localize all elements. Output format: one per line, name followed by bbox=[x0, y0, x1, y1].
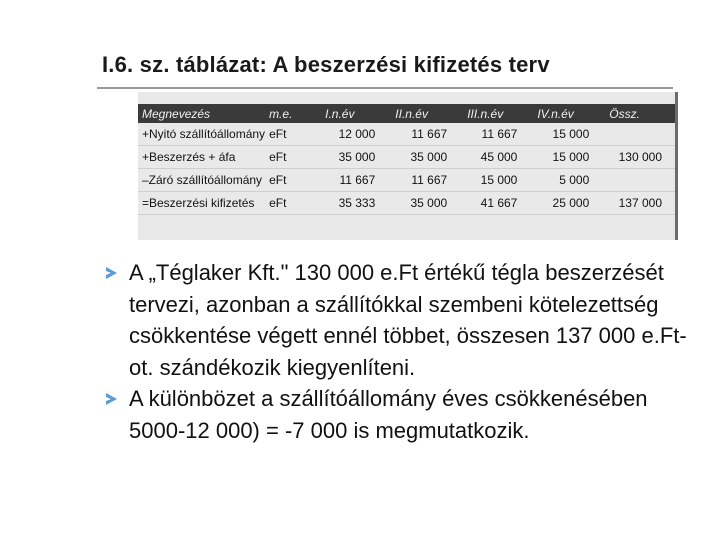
list-item bbox=[100, 383, 690, 446]
bullet-text: A „Téglaker Kft." 130 000 e.Ft értékű tégla beszerzését tervezi, azonban a szállítókkal szembeni kötelezettség csökkentése végett ennél többet, összesen 137 000 e.Ft-ot. szándékozik kiegyenlíteni. bbox=[129, 260, 687, 380]
table-cell: 15 000 bbox=[533, 123, 605, 146]
table-cell: 15 000 bbox=[463, 169, 533, 192]
table-row bbox=[138, 169, 678, 192]
column-header-q1: I.n.év bbox=[321, 104, 391, 123]
column-header-q4: IV.n.év bbox=[533, 104, 605, 123]
table-cell: 11 667 bbox=[391, 123, 463, 146]
table-cell: eFt bbox=[265, 169, 321, 192]
table-cell: eFt bbox=[265, 192, 321, 215]
table-cell: +Nyitó szállítóállomány bbox=[138, 123, 265, 146]
column-header-q3: III.n.év bbox=[463, 104, 533, 123]
table-header-row bbox=[138, 104, 678, 123]
table-cell: 25 000 bbox=[533, 192, 605, 215]
table-cell: 45 000 bbox=[463, 146, 533, 169]
list-item bbox=[100, 257, 690, 383]
bullet-text: A különbözet a szállítóállomány éves csökkenésében 5000-12 000) = -7 000 is megmutatkozik. bbox=[129, 386, 648, 443]
column-header-total: Össz. bbox=[605, 104, 678, 123]
table-cell: 11 667 bbox=[321, 169, 391, 192]
bullet-arrow-icon bbox=[106, 267, 117, 279]
title-divider bbox=[97, 87, 673, 89]
table-cell: 35 000 bbox=[391, 192, 463, 215]
payment-plan-table-image bbox=[138, 92, 678, 240]
table-cell bbox=[605, 123, 678, 146]
table-cell: eFt bbox=[265, 123, 321, 146]
table-cell: –Záró szállítóállomány bbox=[138, 169, 265, 192]
table-cell: 137 000 bbox=[605, 192, 678, 215]
bullet-arrow-icon bbox=[106, 393, 117, 405]
column-header-name: Megnevezés bbox=[138, 104, 265, 123]
table-cell: 11 667 bbox=[391, 169, 463, 192]
table-cell: 35 000 bbox=[391, 146, 463, 169]
table-cell: +Beszerzés + áfa bbox=[138, 146, 265, 169]
table-cell: =Beszerzési kifizetés bbox=[138, 192, 265, 215]
table-cell: 35 000 bbox=[321, 146, 391, 169]
table-cell: eFt bbox=[265, 146, 321, 169]
column-header-unit: m.e. bbox=[265, 104, 321, 123]
table-cell: 15 000 bbox=[533, 146, 605, 169]
table-cell: 11 667 bbox=[463, 123, 533, 146]
table-cell: 5 000 bbox=[533, 169, 605, 192]
table-row bbox=[138, 192, 678, 215]
table-cell bbox=[605, 169, 678, 192]
table-cell: 12 000 bbox=[321, 123, 391, 146]
table-cell: 41 667 bbox=[463, 192, 533, 215]
table-cell: 35 333 bbox=[321, 192, 391, 215]
table-row bbox=[138, 146, 678, 169]
payment-plan-table bbox=[138, 104, 678, 215]
bullet-list bbox=[100, 257, 690, 446]
table-cell: 130 000 bbox=[605, 146, 678, 169]
slide-title: I.6. sz. táblázat: A beszerzési kifizetés terv bbox=[102, 52, 550, 77]
table-row bbox=[138, 123, 678, 146]
column-header-q2: II.n.év bbox=[391, 104, 463, 123]
